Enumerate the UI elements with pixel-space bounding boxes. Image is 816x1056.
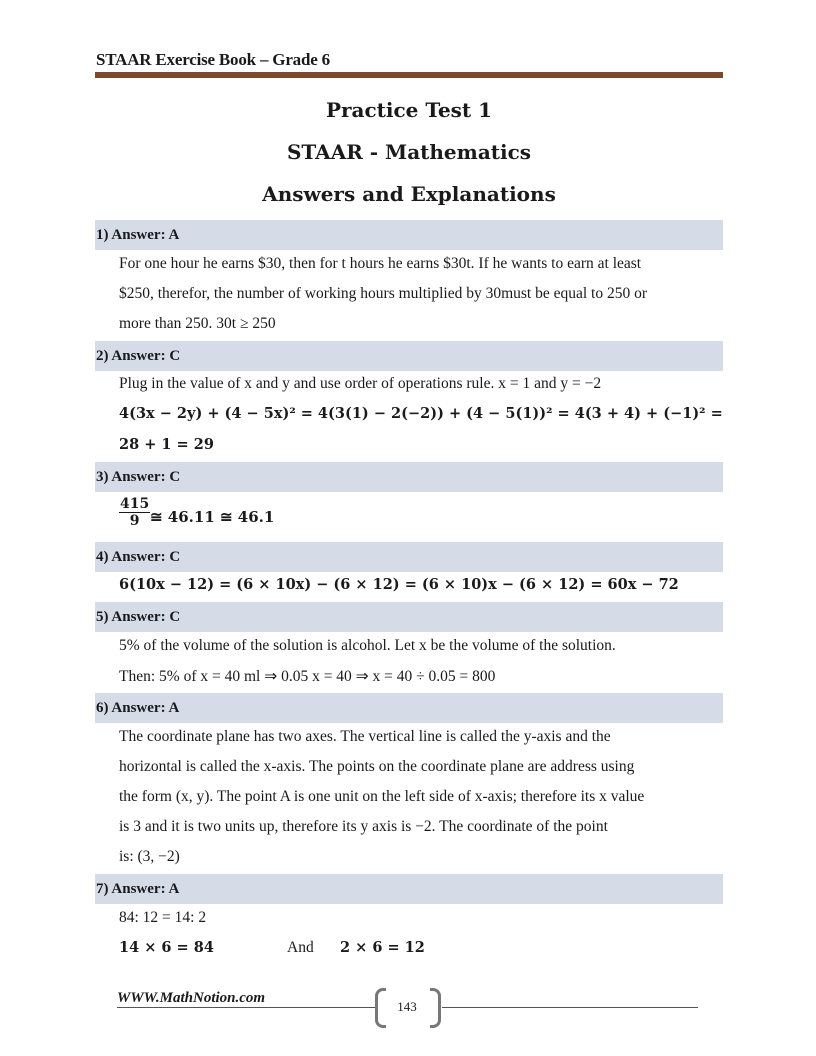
answer-7-header — [95, 874, 723, 904]
answer-6-line-2: horizontal is called the x-axis. The points on the coordinate plane are address using — [119, 758, 635, 775]
answer-3-result: ≅ 46.11 ≅ 46.1 — [150, 508, 275, 526]
answer-1-line-1: For one hour he earns $30, then for t hours he earns $30t. If he wants to earn at least — [119, 255, 642, 272]
answer-7-and: And — [287, 939, 314, 956]
answer-3-fraction — [119, 496, 150, 529]
answer-4-line-1: 6(10x − 12) = (6 × 10x) − (6 × 12) = (6 × 10)x − (6 × 12) = 60x − 72 — [119, 576, 679, 593]
answer-7-label: 7) Answer: A — [96, 881, 180, 897]
answer-5-label: 5) Answer: C — [96, 609, 181, 625]
answer-2-line-1: Plug in the value of x and y and use order of operations rule. x = 1 and y = −2 — [119, 375, 602, 392]
answer-6-line-4: is 3 and it is two units up, therefore its y axis is −2. The coordinate of the point — [119, 818, 608, 835]
section-title: Answers and Explanations — [262, 182, 556, 206]
answer-6-line-5: is: (3, −2) — [119, 848, 180, 865]
answer-6-header — [95, 693, 723, 723]
answer-1-line-2: $250, therefor, the number of working hours multiplied by 30must be equal to 250 or — [119, 285, 648, 302]
answer-2-label: 2) Answer: C — [96, 348, 181, 364]
answer-1-line-3: more than 250. 30t ≥ 250 — [119, 315, 276, 332]
answer-5-line-1: 5% of the volume of the solution is alcohol. Let x be the volume of the solution. — [119, 637, 616, 654]
footer-website: WWW.MathNotion.com — [117, 990, 266, 1006]
footer-rule-left — [117, 1007, 375, 1008]
answer-7-equation-left: 14 × 6 = 84 — [119, 939, 214, 956]
answer-2-line-2: 4(3x − 2y) + (4 − 5x)² = 4(3(1) − 2(−2)) + (4 − 5(1))² = 4(3 + 4) + (−1)² = — [119, 405, 723, 422]
answer-7-line-1: 84: 12 = 14: 2 — [119, 909, 207, 926]
answer-4-header — [95, 542, 723, 572]
page-number-bracket-right — [430, 988, 441, 1028]
page-number: 143 — [397, 999, 417, 1014]
answer-2-line-3: 28 + 1 = 29 — [119, 436, 214, 453]
answer-1-label: 1) Answer: A — [96, 227, 180, 243]
header-rule — [95, 72, 723, 78]
answer-4-label: 4) Answer: C — [96, 549, 181, 565]
footer-rule-right — [442, 1007, 698, 1008]
answer-6-line-3: the form (x, y). The point A is one unit on the left side of x-axis; therefore its x value — [119, 788, 645, 805]
running-header: STAAR Exercise Book – Grade 6 — [96, 50, 330, 69]
answer-3-header — [95, 462, 723, 492]
answer-3-numerator: 415 — [120, 496, 150, 512]
answer-7-equation-right: 2 × 6 = 12 — [340, 939, 425, 956]
answer-1-header — [95, 220, 723, 250]
answer-2-header — [95, 341, 723, 371]
page-title: Practice Test 1 — [325, 98, 493, 122]
answer-3-label: 3) Answer: C — [96, 469, 181, 485]
page-subtitle: STAAR - Mathematics — [286, 140, 532, 164]
answer-5-header — [95, 602, 723, 632]
answer-5-line-2: Then: 5% of x = 40 ml ⇒ 0.05 x = 40 ⇒ x = 40 ÷ 0.05 = 800 — [119, 668, 496, 685]
answer-6-label: 6) Answer: A — [96, 700, 180, 716]
answer-3-denominator: 9 — [129, 513, 140, 529]
answer-6-line-1: The coordinate plane has two axes. The vertical line is called the y-axis and the — [119, 728, 611, 745]
